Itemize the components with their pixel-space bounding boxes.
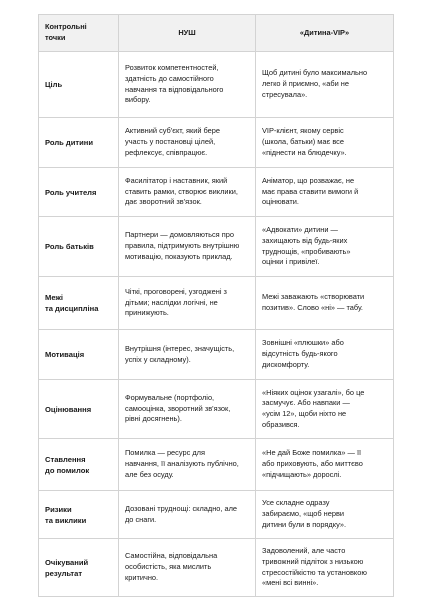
nush-cell: Партнери — домовляються про правила, підтримують внутрішню мотивацію, показують приклад.	[119, 217, 256, 277]
nush-cell: Розвиток компетентностей, здатність до самостійного навчання та відповідального вибору.	[119, 52, 256, 118]
vip-cell: Аніматор, що розважає, не має права ставити вимоги й оцінювати.	[256, 168, 394, 217]
table-row	[39, 330, 394, 380]
vip-cell: Усе складне одразу забираємо, «щоб нерви дитини були в порядку».	[256, 491, 394, 539]
vip-cell: Зовнішні «плюшки» або відсутність будь-якого дискомфорту.	[256, 330, 394, 380]
header-control-points: Контрольні точки	[39, 15, 119, 52]
vip-cell: VIP-клієнт, якому сервіс (школа, батьки) має все «піднести на блюдечку».	[256, 118, 394, 168]
nush-cell: Внутрішня (інтерес, значущість, успіх у складному).	[119, 330, 256, 380]
aspect-cell: Очікуваний результат	[39, 539, 119, 597]
table-row	[39, 539, 394, 597]
table-row	[39, 380, 394, 439]
nush-cell: Формувальне (портфоліо, самооцінка, зворотний зв'язок, рівні досягнень).	[119, 380, 256, 439]
aspect-cell: Роль батьків	[39, 217, 119, 277]
aspect-cell: Мотивація	[39, 330, 119, 380]
header-child-vip: «Дитина-VIP»	[256, 15, 394, 52]
table-row	[39, 52, 394, 118]
vip-cell: «Ніяких оцінок узагалі», бо це засмучує. Або навпаки — «усім 12», щоби ніхто не образився.	[256, 380, 394, 439]
aspect-cell: Роль учителя	[39, 168, 119, 217]
aspect-cell: Ціль	[39, 52, 119, 118]
aspect-cell: Ризики та виклики	[39, 491, 119, 539]
table-row	[39, 217, 394, 277]
table-row	[39, 118, 394, 168]
vip-cell: Задоволений, але часто тривожний підліток з низькою стресостійкістю та установкою «мені всі винні».	[256, 539, 394, 597]
nush-cell: Фасилітатор і наставник, який ставить рамки, створює виклики, дає зворотний зв'язок.	[119, 168, 256, 217]
table-row	[39, 439, 394, 491]
vip-cell: «Адвокати» дитини — захищають від будь-яких труднощів, «пробивають» оцінки і привілеї.	[256, 217, 394, 277]
header-row	[39, 15, 394, 52]
table-row	[39, 168, 394, 217]
table-row	[39, 491, 394, 539]
nush-cell: Активний суб'єкт, який бере участь у постановці цілей, рефлексує, співпрацює.	[119, 118, 256, 168]
header-nush: НУШ	[119, 15, 256, 52]
nush-cell: Помилка — ресурс для навчання, її аналізують публічно, але без осуду.	[119, 439, 256, 491]
table-header	[39, 15, 394, 52]
aspect-cell: Ставлення до помилок	[39, 439, 119, 491]
aspect-cell: Межі та дисципліна	[39, 277, 119, 330]
aspect-cell: Оцінювання	[39, 380, 119, 439]
vip-cell: Межі заважають «створювати позитив». Слово «ні» — табу.	[256, 277, 394, 330]
vip-cell: Щоб дитині було максимально легко й приємно, «аби не стресувала».	[256, 52, 394, 118]
nush-cell: Чіткі, проговорені, узгоджені з дітьми; наслідки логічні, не принижують.	[119, 277, 256, 330]
nush-cell: Дозовані труднощі: складно, але до снаги.	[119, 491, 256, 539]
table-body	[39, 52, 394, 597]
nush-cell: Самостійна, відповідальна особистість, яка мислить критично.	[119, 539, 256, 597]
comparison-table	[38, 14, 394, 597]
aspect-cell: Роль дитини	[39, 118, 119, 168]
table-row	[39, 277, 394, 330]
vip-cell: «Не дай Боже помилка» — її або приховують, або миттєво «підчищають» дорослі.	[256, 439, 394, 491]
